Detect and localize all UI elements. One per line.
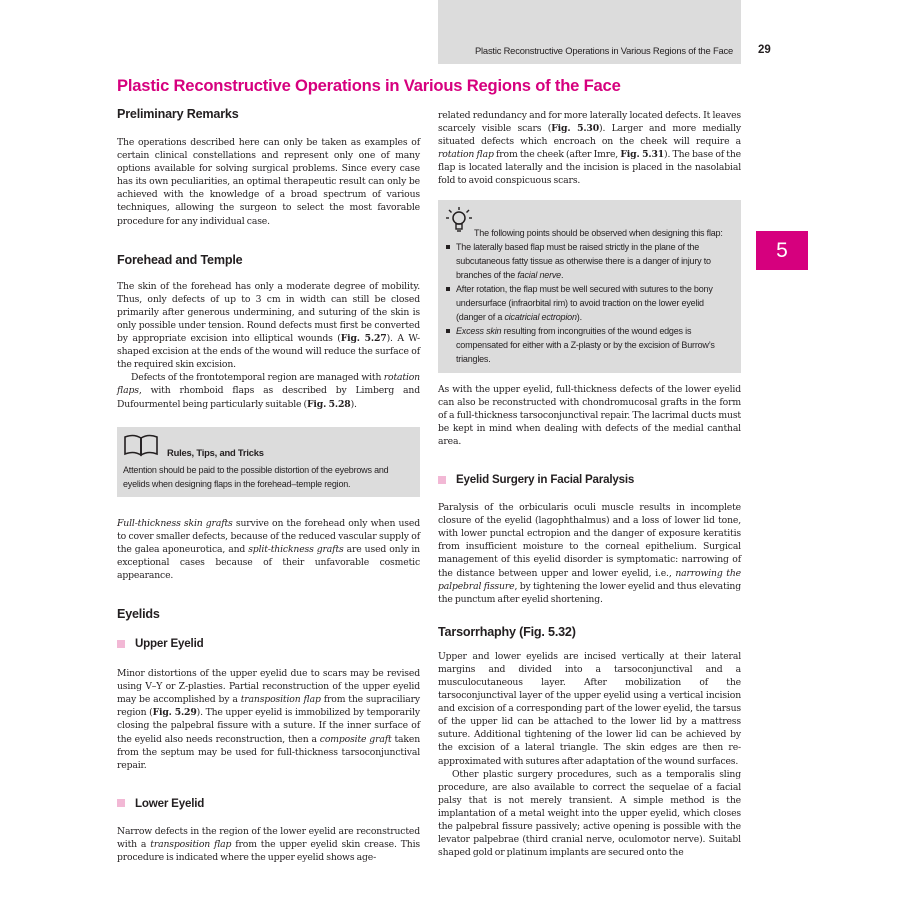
book-icon xyxy=(123,433,159,461)
paragraph-grafts: Full-thickness skin grafts survive on the forehead only when used to cover smaller defects, because of the reduced vascular supply of the galea aponeurotica, and split-thickness grafts are used only in exceptional cases because of their unfavorable cosmetic appearance. xyxy=(117,517,420,581)
paragraph-lower-eyelid-continued: related redundancy and for more laterally located defects. It leaves scarcely visible scars (Fig. 5.30). Larger and more medially situated defects which encroach on the cheek will require a rotation flap from the cheek (after Imre, Fig. 5.31). The base of the flap is located laterally and the incision is placed in the nasolabial fold to avoid conspicuous scars. xyxy=(438,110,741,187)
tip-item: The laterally based flap must be raised strictly in the plane of the subcutaneous fatty tissue as otherwise there is a danger of injury to branches of the facial nerve. xyxy=(446,240,733,282)
tip-item: Excess skin resulting from incongruities of the wound edges is compensated for either with a Z-plasty or by the excision of Burrow’s triangles. xyxy=(446,324,733,366)
paragraph-preliminary: The operations described here can only be taken as examples of certain clinical constellations and represent only one of many options available for solving surgical problems. Since every case has its own peculiarities, an optimal therapeutic result can only be achieved with the knowledge of a broad spectrum of various techniques, allowing the surgeon to select the most favorable procedure for any individual case. xyxy=(117,137,420,227)
rules-box-title: Rules, Tips, and Tricks xyxy=(167,446,264,458)
chapter-tab: 5 xyxy=(756,231,808,270)
rules-box-text: Attention should be paid to the possible distortion of the eyebrows and eyelids when designing flaps in the forehead–temple region. xyxy=(123,464,389,489)
right-column xyxy=(438,109,741,859)
heading-forehead-temple: Forehead and Temple xyxy=(117,252,243,267)
heading-facial-paralysis: Eyelid Surgery in Facial Paralysis xyxy=(438,472,741,487)
paragraph-forehead-2: Defects of the frontotemporal region are managed with rotation flaps, with rhomboid flaps as described by Limberg and Dufourmentel being particularly suitable (Fig. 5.28). xyxy=(117,372,420,410)
heading-preliminary-remarks: Preliminary Remarks xyxy=(117,107,239,121)
running-title: Plastic Reconstructive Operations in Various Regions of the Face xyxy=(475,45,733,56)
paragraph-full-thickness-lower: As with the upper eyelid, full-thickness defects of the lower eyelid can also be reconstructed with chondromucosal grafts in the form of a full-thickness tarsoconjunctival repair. The lacrimal ducts must be kept in mind when dealing with defects of the medial canthal area. xyxy=(438,383,741,447)
paragraph-tarsorrhaphy-1: Upper and lower eyelids are incised vertically at their lateral margins and divided into a tarsoconjunctival and a musculocutaneous layer. After mobilization of the tarsoconjunctival layer of the upper eyelid using a vertical incision and excision of a corresponding part of the lower eyelid, the tarsus of the upper lid can be attached to the lower lid by a mattress suture. Additional tightening of the lower lid can be achieved by the excision of a lateral triangle. The skin edges are then re-approximated with sutures after adaptation of the wound surfaces. xyxy=(438,650,741,767)
section-square xyxy=(438,476,446,484)
paragraph-facial-paralysis: Paralysis of the orbicularis oculi muscle results in incomplete closure of the eyelid (lagophthalmus) and a loss of lower lid tone, with lower punctal ectropion and the danger of exposure keratitis from insufficient moisture to the corneal epithelium. Surgical management of this eyelid disorder is symptomatic: narrowing of the distance between upper and lower eyelid, i.e., narrowing the palpebral fissure, by tightening the lower eyelid and thus elevating the punctum after eyelid shortening. xyxy=(438,502,741,605)
tip-box xyxy=(438,200,741,373)
paragraph-forehead-1: The skin of the forehead has only a moderate degree of mobility. Thus, only defects of up to 3 cm in width can still be closed primarily after generous undermining, and suturing of the skin is only possible under tension. Round defects must first be converted by appropriate excision into elliptical wounds (Fig. 5.27). A W-shaped excision at the ends of the wound will reduce the surface of the required skin excision. xyxy=(117,280,420,371)
page-number: 29 xyxy=(758,44,771,56)
left-column xyxy=(117,106,420,864)
tip-list xyxy=(446,240,733,366)
paragraph-lower-eyelid: Narrow defects in the region of the lower eyelid are reconstructed with a transposition flap from the upper eyelid skin crease. This procedure is indicated where the upper eyelid shows age- xyxy=(117,825,421,863)
tip-lead-text: The following points should be observed when designing this flap: xyxy=(474,227,723,238)
tip-item: After rotation, the flap must be well secured with sutures to the bony undersurface (infraorbital rim) to avoid traction on the lower eyelid (danger of a cicatricial ectropion). xyxy=(446,282,733,324)
lightbulb-icon xyxy=(446,206,472,238)
heading-eyelids: Eyelids xyxy=(117,607,160,622)
rules-tips-box xyxy=(117,427,420,497)
section-square xyxy=(117,799,125,807)
heading-upper-eyelid: Upper Eyelid xyxy=(117,636,420,651)
heading-lower-eyelid: Lower Eyelid xyxy=(117,796,420,811)
paragraph-upper-eyelid: Minor distortions of the upper eyelid due to scars may be revised using V–Y or Z-plasties. Partial reconstruction of the upper eyelid may be accomplished by a transposition flap from the supraciliary region (Fig. 5.29). The upper eyelid is immobilized by temporarily closing the palpebral fissure with a suture. If the inner surface of the eyelid also needs reconstruction, then a composite graft taken from the septum may be used for full-thickness tarsoconjunctival repair. xyxy=(117,668,421,771)
heading-tarsorrhaphy: Tarsorrhaphy (Fig. 5.32) xyxy=(438,624,576,639)
paragraph-tarsorrhaphy-2: Other plastic surgery procedures, such as a temporalis sling procedure, are also available to correct the sequelae of a facial palsy that is not merely transient. A simple method is the implantation of a metal weight into the upper eyelid, which closes the palpebral fissure passively; active opening is possible with the levator palpebrae (third cranial nerve, oculomotor nerve). Suitabl shaped gold or platinum implants are secured onto the xyxy=(438,768,741,859)
page-title: Plastic Reconstructive Operations in Various Regions of the Face xyxy=(117,76,621,95)
section-square xyxy=(117,640,125,648)
